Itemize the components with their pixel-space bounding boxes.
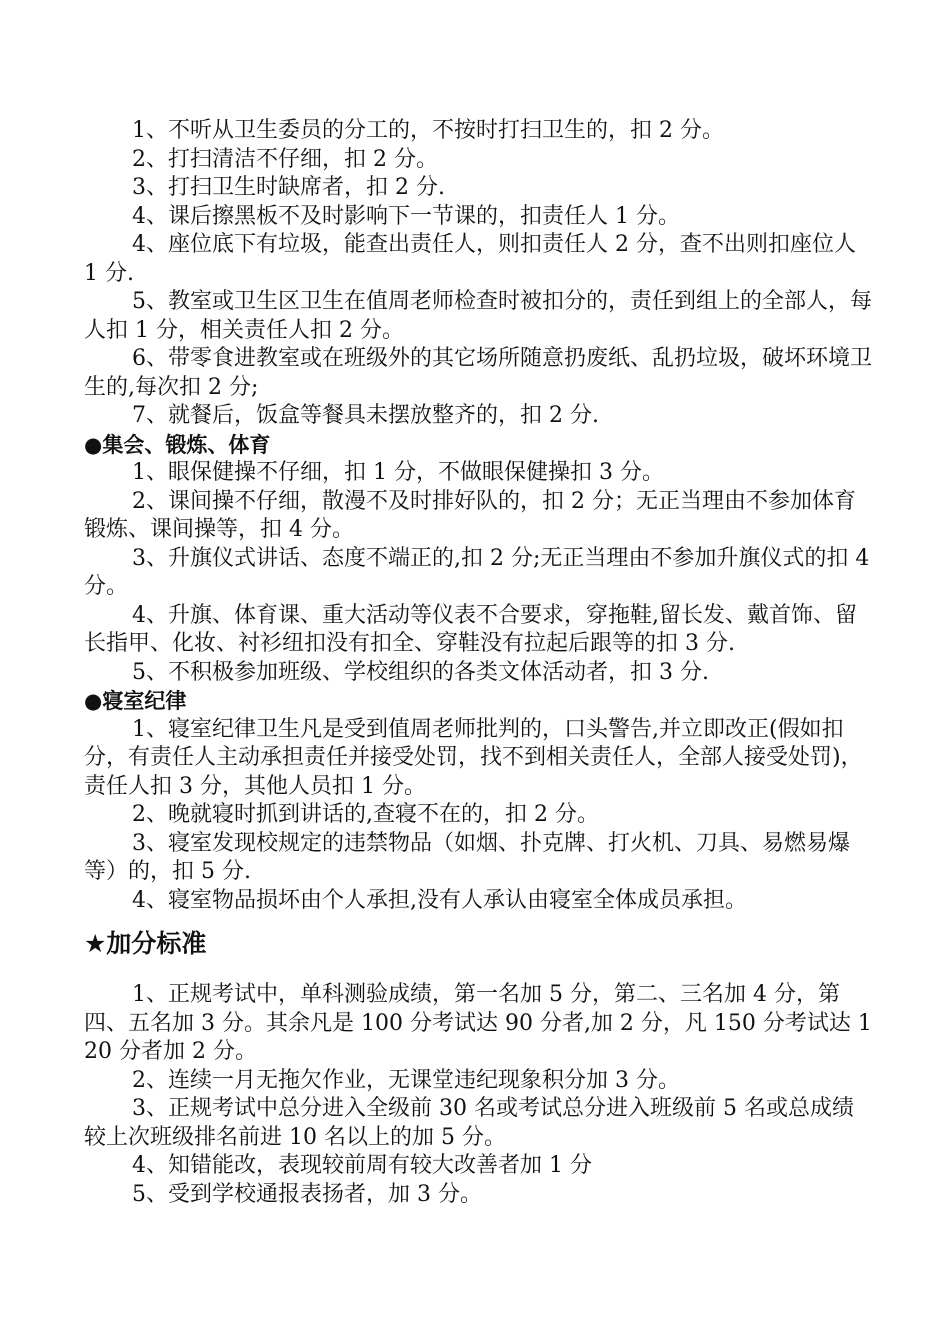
assembly-item-3: 3、升旗仪式讲话、态度不端正的,扣 2 分;无正当理由不参加升旗仪式的扣 4 分。	[84, 545, 870, 599]
bonus-item-3: 3、正规考试中总分进入全级前 30 名或考试总分进入班级前 5 名或总成绩较上次班级排名前进 10 名以上的加 5 分。	[84, 1096, 854, 1150]
section-heading-assembly: ●集会、锻炼、体育	[84, 432, 271, 457]
hygiene-item-4: 4、课后擦黑板不及时影响下一节课的，扣责任人 1 分。	[132, 203, 680, 229]
hygiene-item-1: 1、不听从卫生委员的分工的，不按时打扫卫生的，扣 2 分。	[132, 118, 724, 143]
dorm-item-1: 1、寝室纪律卫生凡是受到值周老师批判的，口头警告,并立即改正(假如扣分，有责任人主动承担责任并接受处罚，找不到相关责任人，全部人接受处罚)，责任人扣 3 分，其他人员扣 1 分。	[84, 716, 863, 799]
hygiene-item-6: 5、教室或卫生区卫生在值周老师检查时被扣分的，责任到组上的全部人，每人扣 1 分，相关责任人扣 2 分。	[84, 289, 872, 343]
hygiene-item-2: 2、打扫清洁不仔细，扣 2 分。	[132, 146, 438, 172]
bonus-item-4: 4、知错能改，表现较前周有较大改善者加 1 分	[132, 1153, 592, 1178]
dorm-item-3: 3、寝室发现校规定的违禁物品（如烟、扑克牌、打火机、刀具、易燃易爆等）的，扣 5 分.	[84, 830, 850, 884]
dorm-item-4: 4、寝室物品损坏由个人承担,没有人承认由寝室全体成员承担。	[132, 887, 747, 913]
bonus-item-1: 1、正规考试中，单科测验成绩，第一名加 5 分，第二、三名加 4 分，第四、五名加 3 分。其余凡是 100 分考试达 90 分者,加 2 分，凡 150 分考试达 120 分者加 2 分。	[84, 982, 872, 1064]
hygiene-item-5: 4、座位底下有垃圾，能查出责任人，则扣责任人 2 分，查不出则扣座位人 1 分.	[84, 232, 856, 286]
hygiene-item-3: 3、打扫卫生时缺席者，扣 2 分.	[132, 175, 445, 200]
hygiene-item-7: 6、带零食进教室或在班级外的其它场所随意扔废纸、乱扔垃圾，破坏环境卫生的,每次扣 2 分;	[84, 346, 872, 400]
assembly-item-1: 1、眼保健操不仔细，扣 1 分，不做眼保健操扣 3 分。	[132, 460, 664, 485]
section-heading-dorm: ●寝室纪律	[84, 689, 187, 713]
dorm-item-2: 2、晚就寝时抓到讲话的,查寝不在的，扣 2 分。	[132, 802, 599, 827]
assembly-item-2: 2、课间操不仔细，散漫不及时排好队的，扣 2 分；无正当理由不参加体育锻炼、课间操等，扣 4 分。	[84, 488, 856, 542]
assembly-item-4: 4、升旗、体育课、重大活动等仪表不合要求，穿拖鞋,留长发、戴首饰、留长指甲、化妆、衬衫纽扣没有扣全、穿鞋没有拉起后跟等的扣 3 分.	[84, 602, 857, 656]
section-heading-bonus: ★加分标准	[84, 929, 207, 958]
document-page	[84, 117, 874, 1209]
bonus-item-2: 2、连续一月无拖欠作业，无课堂违纪现象积分加 3 分。	[132, 1067, 680, 1093]
bonus-item-5: 5、受到学校通报表扬者，加 3 分。	[132, 1181, 482, 1207]
hygiene-item-8: 7、就餐后，饭盒等餐具未摆放整齐的，扣 2 分.	[132, 403, 599, 428]
assembly-item-5: 5、不积极参加班级、学校组织的各类文体活动者，扣 3 分.	[132, 659, 709, 685]
